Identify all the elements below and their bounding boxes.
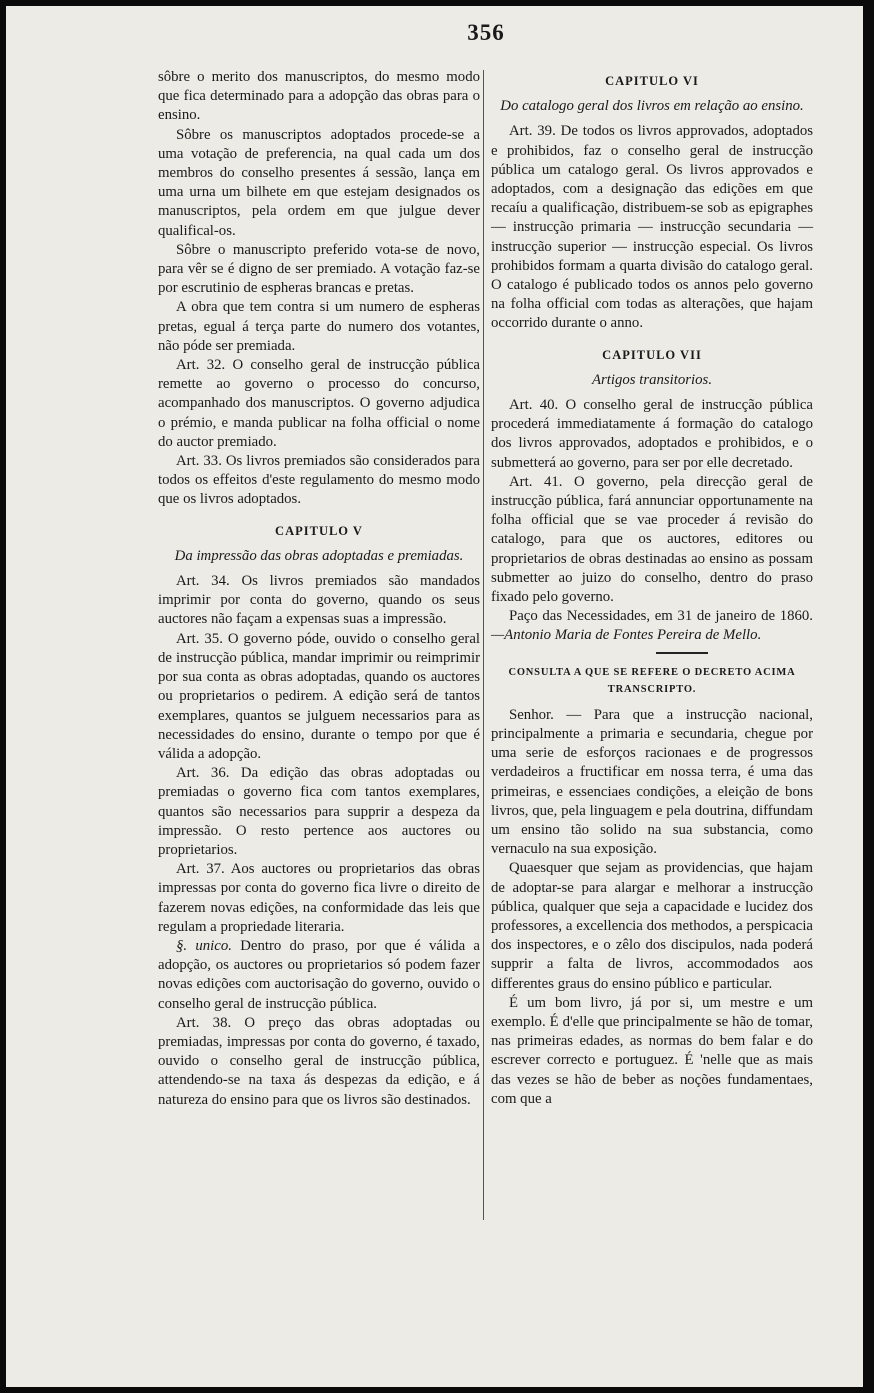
article-36: Art. 36. Da edição das obras adoptadas ou premiadas o governo fica com tantos exemplares, quantos são necessarios para supprir a despeza da impressão. O resto pertence aos auctores ou proprietarios. <box>158 765 480 858</box>
page-number: 356 <box>467 20 505 45</box>
article-39: Art. 39. De todos os livros approvados, adoptados e prohibidos, faz o conselho geral de instrucção pública um catalogo geral. Os livros approvados e adoptados, com a designação das edições em que recaíu a qualificação, distribuem-se sob as epigraphes — instrucção primaria — instrucção secundaria — instrucção superior — instrucção especial. Os livros prohibidos formam a quarta divisão do catalogo geral. O catalogo é publicado todos os annos pelo governo na folha official com todas as alterações, que hajam occorrido durante o anno. <box>491 123 813 332</box>
paragraph: Senhor. — Para que a instrucção nacional, principalmente a primaria e secundaria, chegue por uma serie de esforços racionaes e de progressos verdadeiros a fructificar em nossa terra, é uma das primeiras, e essenciaes condições, a eleição de bons livros, que, pela linguagem e pela doutrina, diffundam um ensino tão solido na sua substancia, como vernaculo na sua exposição. <box>491 706 813 858</box>
article-35: Art. 35. O governo póde, ouvido o conselho geral de instrucção pública, mandar imprimir ou reimprimir por sua conta as obras adoptadas, quando os auctores ou proprietarios o pedirem. A edição será de tantos exemplares, quantos se julguem necessarios para as necessidades do ensino, durante o tempo por que é válida a adopção. <box>158 630 480 762</box>
signature-place-date: Paço das Necessidades, em 31 de janeiro de 1860. <box>509 608 813 625</box>
chapter-7-heading: CAPITULO VII <box>602 347 702 362</box>
article-41: Art. 41. O governo, pela direcção geral de instrucção pública, fará annunciar opportunamente na folha official que se vae proceder á revisão do catalogo, para que os auctores, editores ou proprietarios de obras destinadas ao ensino as possam submetter ao juizo do conselho, dentro do praso fixado pelo governo. <box>491 473 813 606</box>
paragraph: Quaesquer que sejam as providencias, que hajam de adoptar-se para alargar e melhorar a instrucção pública, qualquer que seja a capacidade e lucidez dos professores, a excellencia dos methodos, a perspicacia dos inspectores, e o zêlo dos discipulos, nada poderá supprir a falta de livros, accommodados aos differentes graus do ensino público e particular. <box>491 860 813 992</box>
paragraph: sôbre o merito dos manuscriptos, do mesmo modo que fica determinado para a adopção das obras para o ensino. <box>158 69 480 124</box>
chapter-6-title: Do catalogo geral dos livros em relação ao ensino. <box>500 98 804 115</box>
unico-text: Dentro do praso, por que é válida a adopção, os auctores ou proprietarios só podem fazer novas edições com auctorisação do governo, ouvido o conselho geral de instrucção pública. <box>158 937 481 1012</box>
signature-name: —Antonio Maria de Fontes Pereira de Mello. <box>491 627 762 644</box>
paragraph: Sôbre o manuscripto preferido vota-se de novo, para vêr se é digno de ser premiado. A votação faz-se por escrutinio de espheras brancas e pretas. <box>158 241 480 297</box>
chapter-5-title: Da impressão das obras adoptadas e premiadas. <box>174 547 464 564</box>
article-34: Art. 34. Os livros premiados são mandados imprimir por conta do governo, quando os seus auctores não façam a expensas suas a impressão. <box>158 573 480 628</box>
article-38: Art. 38. O preço das obras adoptadas ou premiadas, impressas por conta do governo, é taxado, ouvido o conselho geral de instrucção pública, attendendo-se na taxa ás despezas da edição, e á natureza do ensino para que os livros são destinados. <box>158 1014 480 1108</box>
paragraph-unico <box>158 937 480 1014</box>
signature-rule <box>656 652 708 654</box>
article-40: Art. 40. O conselho geral de instrucção pública procederá immediatamente á formação do catalogo dos livros approvados, adoptados e prohibidos, e o submetterá ao governo, para ser por elle decretado. <box>491 397 813 471</box>
column-divider <box>483 70 484 1220</box>
article-33: Art. 33. Os livros premiados são considerados para todos os effeitos d'este regulamento do mesmo modo que os livros adoptados. <box>158 453 480 508</box>
unico-label: §. unico. <box>176 937 232 954</box>
right-column <box>491 68 813 1109</box>
consulta-heading: CONSULTA A QUE SE REFERE O DECRETO ACIMA TRANSCRIPTO. <box>508 666 796 695</box>
signature-paragraph <box>491 607 813 645</box>
paragraph: Sôbre os manuscriptos adoptados procede-se a uma votação de preferencia, na qual cada um dos membros do conselho presentes á sessão, lança em uma urna um bilhete em que estejam designados os manuscriptos, pela ordem em que julgue dever qualifical-os. <box>158 126 480 239</box>
chapter-6-heading: CAPITULO VI <box>605 74 699 88</box>
chapter-7-title: Artigos transitorios. <box>591 371 713 388</box>
page-sheet <box>6 6 863 1387</box>
article-37: Art. 37. Aos auctores ou proprietarios das obras impressas por conta do governo fica livre o direito de fazerem novas edições, na conformidade das leis que regulam a propriedade literaria. <box>158 861 480 935</box>
chapter-5-heading: CAPITULO V <box>275 523 363 538</box>
left-column <box>158 68 480 1110</box>
article-32: Art. 32. O conselho geral de instrucção pública remette ao governo o processo do concurso, acompanhado dos manuscriptos. O governo adjudica o prémio, e manda publicar na folha official o nome do auctor premiado. <box>158 357 480 450</box>
paragraph: É um bom livro, já por si, um mestre e um exemplo. É d'elle que principalmente se hão de tomar, nas primeiras edades, as normas do bem falar e do escrever correcto e portuguez. É 'nelle que as mais das vezes se hão de beber as noções fundamentaes, com que a <box>491 994 813 1107</box>
paragraph: A obra que tem contra si um numero de espheras pretas, egual á terça parte do numero dos votantes, não póde ser premiada. <box>158 299 480 354</box>
